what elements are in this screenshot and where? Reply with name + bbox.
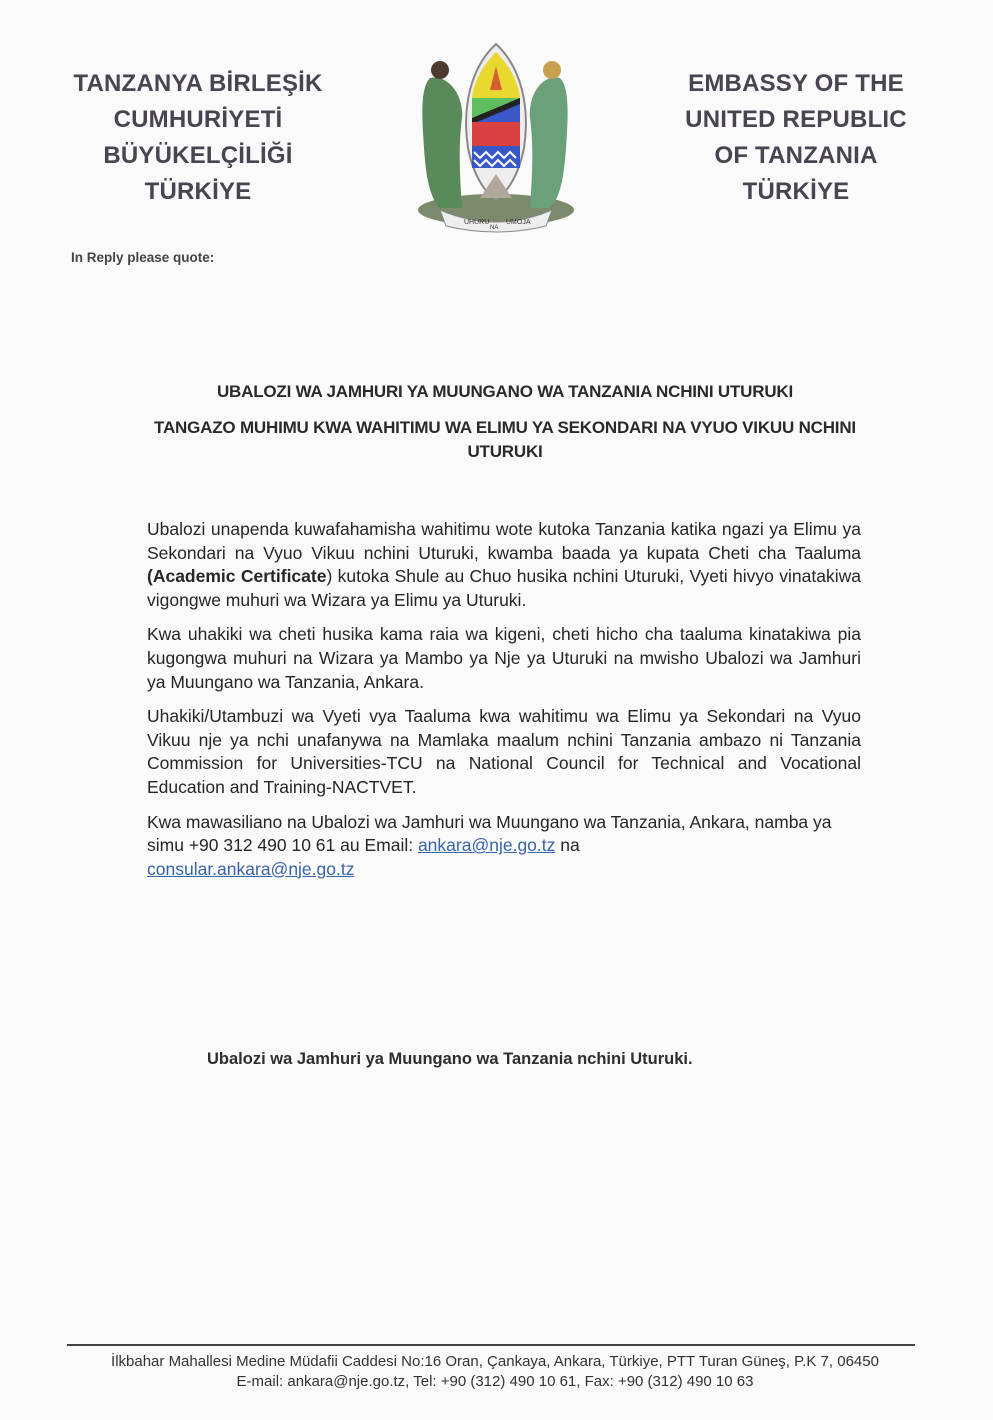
p1-bold: (Academic Certificate [147,566,327,587]
footer [60,1352,930,1392]
footer-contact: E-mail: ankara@nje.go.tz, Tel: +90 (312) 490 10 61, Fax: +90 (312) 490 10 63 [236,1373,754,1390]
paragraph-4 [147,811,861,882]
header-turkish [48,66,348,210]
paragraph-3: Uhakiki/Utambuzi wa Vyeti vya Taaluma kwa wahitimu wa Elimu ya Sekondari na Vyuo Vikuu nje ya nchi unafanywa na Mamlaka maalum nchini Tanzania ambazo ni Tanzania Commission for Universities-TCU na National Council for Technical and Vocational Education and Training-NACTVET. [147,706,861,797]
header-turkish-line: TÜRKİYE [144,178,252,205]
motto-center: NA [490,225,499,231]
header-turkish-line: CUMHURİYETİ [113,106,283,133]
footer-divider [67,1344,915,1346]
reply-quote-label: In Reply please quote: [71,250,215,265]
motto-right: UMOJA [506,219,531,226]
footer-address: İlkbahar Mahallesi Medine Müdafii Caddesi No:16 Oran, Çankaya, Ankara, Türkiye, PTT Turan Güneş, P.K 7, 06450 [111,1353,879,1370]
p1-text: Ubalozi unapenda kuwafahamisha wahitimu wote kutoka Tanzania katika ngazi ya Elimu ya Sekondari na Vyuo Vikuu nchini Uturuki, kwamba baada ya kupata Cheti cha Taaluma [147,519,861,563]
p1-text-end: ) kutoka Shule au Chuo husika nchini Uturuki, Vyeti hivyo vinatakiwa vigongwe muhuri wa Wizara ya Elimu ya Uturuki. [147,566,861,610]
paragraph-2: Kwa uhakiki wa cheti husika kama raia wa kigeni, cheti hicho cha taaluma kinatakiwa pia kugongwa muhuri na Wizara ya Mambo ya Nje ya Uturuki na mwisho Ubalozi wa Jamhuri ya Muungano wa Tanzania, Ankara. [147,624,861,692]
header-english-line: OF TANZANIA [714,142,878,169]
email-link-ankara[interactable]: ankara@nje.go.tz [417,835,556,856]
header-english-line: EMBASSY OF THE [688,70,904,97]
header-english-line: UNITED REPUBLIC [685,106,907,133]
header-english-line: TÜRKİYE [742,178,850,205]
announcement-titles [150,382,860,464]
letter-body [147,518,861,892]
p4-text: Kwa mawasiliano na Ubalozi wa Jamhuri wa Muungano wa Tanzania, Ankara, namba ya simu +90 312 490 10 61 au Email: [147,811,832,856]
header-english [646,66,946,210]
motto-left: UHURU [464,219,490,226]
title-announcement: TANGAZO MUHIMU KWA WAHITIMU WA ELIMU YA SEKONDARI NA VYUO VIKUU NCHINI UTURUKI [154,418,856,461]
header-turkish-line: TANZANYA BİRLEŞİK [73,70,323,97]
paragraph-1 [147,518,861,612]
signature: Ubalozi wa Jamhuri ya Muungano wa Tanzania nchini Uturuki. [207,1050,693,1068]
email-link-consular[interactable]: consular.ankara@nje.go.tz [147,858,355,879]
coat-of-arms-icon [410,38,582,234]
p4-mid: na [555,835,580,856]
header-turkish-line: BÜYÜKELÇİLİĞİ [103,142,293,169]
title-embassy: UBALOZI WA JAMHURI YA MUUNGANO WA TANZANIA NCHINI UTURUKI [216,382,794,401]
